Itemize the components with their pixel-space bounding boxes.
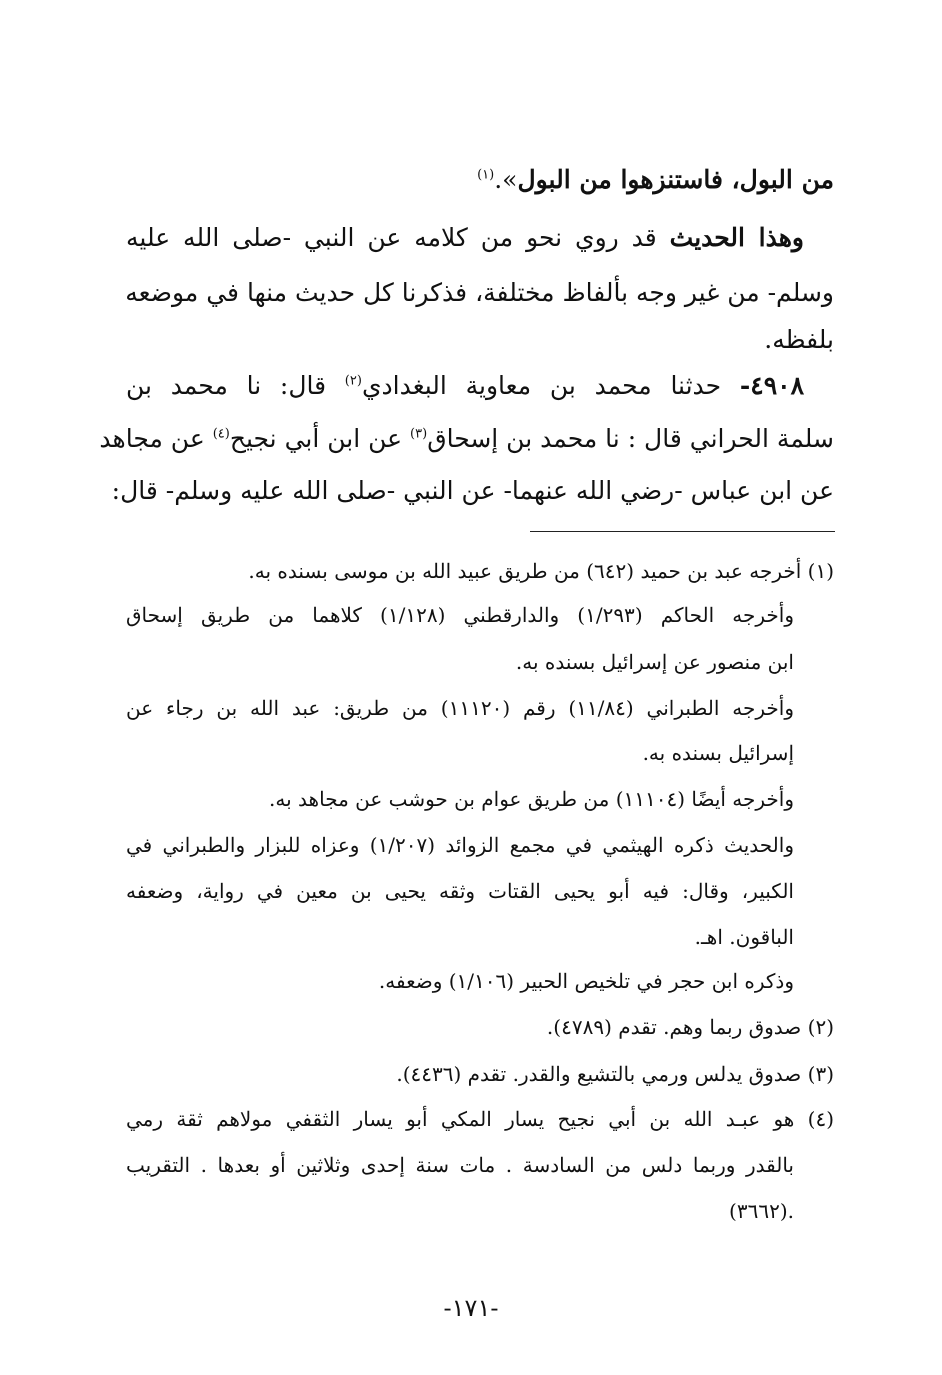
main-line-5 bbox=[126, 370, 804, 402]
main-line-6-c: عن مجاهد bbox=[99, 424, 213, 453]
main-line-2 bbox=[126, 222, 804, 254]
bold-phrase: وهذا الحديث bbox=[669, 223, 804, 252]
footnote-1: (١) أخرجه عبد بن حميد (٦٤٢) من طريق عبيد الله بن موسى بسنده به. bbox=[248, 559, 834, 583]
footnote-4-line-3: (٣٦٦٢). bbox=[729, 1199, 794, 1223]
footnote-4: (٤) هو عبـد الله بن أبي نجيح يسار المكي أبو يسار الثقفي مولاهم ثقة رمي bbox=[126, 1107, 834, 1131]
footnote-1-line-2: وأخرجه الحاكم (١/٢٩٣) والدارقطني (١/١٢٨) كلاهما من طريق إسحاق bbox=[126, 603, 795, 627]
footnote-separator bbox=[530, 531, 835, 532]
main-line-4: بلفظه. bbox=[764, 325, 834, 354]
footnote-ref-3: (٣) bbox=[410, 426, 428, 442]
footnote-4-line-2: بالقدر وربما دلس من السادسة . مات سنة إحدى وثلاثين أو بعدها . التقريب bbox=[126, 1153, 794, 1177]
footnote-1-line-7: والحديث ذكره الهيثمي في مجمع الزوائد (١/٢٠٧) وعزاه للبزار والطبراني في bbox=[126, 833, 794, 857]
main-line-6-a: سلمة الحراني قال : نا محمد بن إسحاق bbox=[427, 424, 834, 453]
main-line-7: عن ابن عباس -رضي الله عنهما- عن النبي -صلى الله عليه وسلم- قال: bbox=[111, 476, 834, 505]
footnote-1-line-3: ابن منصور عن إسرائيل بسنده به. bbox=[515, 650, 794, 674]
footnote-1-line-8: الكبير، وقال: فيه أبو يحيى القتات وثقه يحيى بن معين في رواية، وضعفه bbox=[126, 879, 794, 903]
footnote-1-line-10: وذكره ابن حجر في تلخيص الحبير (١/١٠٦) وضعفه. bbox=[378, 969, 794, 993]
footnote-1-line-6: وأخرجه أيضًا (١١١٠٤) من طريق عوام بن حوشب عن مجاهد به. bbox=[269, 787, 794, 811]
footnote-3: (٣) صدوق يدلس ورمي بالتشيع والقدر. تقدم (٤٤٣٦). bbox=[396, 1062, 834, 1086]
page-number: -١٧١- bbox=[443, 1294, 499, 1322]
main-line-5-a: حدثنا محمد بن معاوية البغدادي bbox=[361, 371, 740, 400]
hadith-number: ٤٩٠٨- bbox=[739, 371, 804, 400]
footnote-1-line-4: وأخرجه الطبراني (١١/٨٤) رقم (١١١٢٠) من طريق: عبد الله بن رجاء عن bbox=[126, 696, 795, 720]
hadith-text-end: من البول، فاستنزهوا من البول bbox=[517, 165, 834, 194]
footnote-2: (٢) صدوق ربما وهم. تقدم (٤٧٨٩). bbox=[546, 1015, 834, 1039]
main-line-2-rest: قد روي نحو من كلامه عن النبي -صلى الله عليه bbox=[126, 223, 670, 252]
main-line-5-b: قال: نا محمد بن bbox=[126, 371, 345, 400]
closing-quote: ». bbox=[494, 165, 518, 194]
footnote-1-line-9: الباقون. اهـ. bbox=[694, 925, 794, 949]
main-line-6 bbox=[99, 423, 834, 455]
footnote-ref-2: (٢) bbox=[344, 373, 362, 389]
main-line-1 bbox=[477, 164, 834, 196]
footnote-ref-4: (٤) bbox=[212, 426, 230, 442]
main-line-3: وسلم- من غير وجه بألفاظ مختلفة، فذكرنا كل حديث منها في موضعه bbox=[125, 278, 834, 307]
footnote-1-line-5: إسرائيل بسنده به. bbox=[642, 741, 794, 765]
footnote-ref-1: (١) bbox=[477, 167, 495, 183]
main-line-6-b: عن ابن أبي نجيح bbox=[229, 424, 411, 453]
